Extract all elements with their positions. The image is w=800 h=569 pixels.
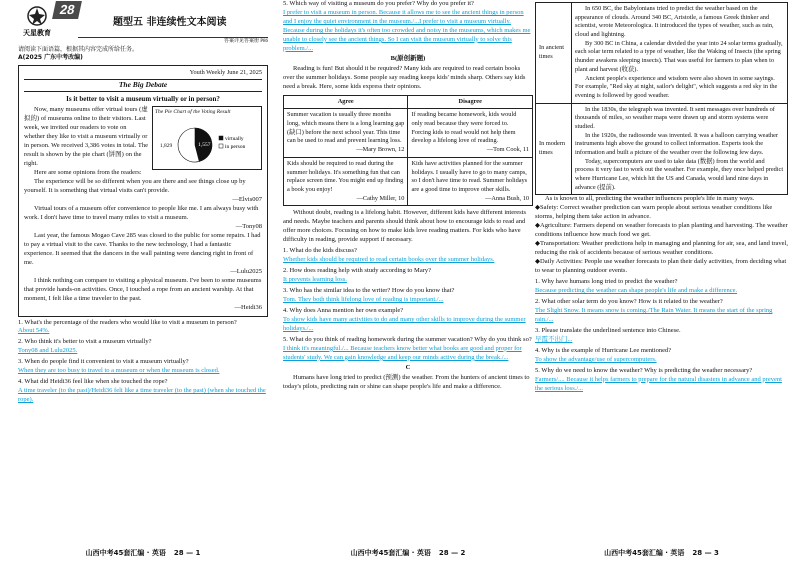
footer-page: 28 — 3 [692, 549, 719, 558]
section-b-intro: Reading is fun! But should it be required? Many kids are required to read certain books over the summer holidays. Some people say reading keeps kids' minds sharp. Others say kids need a break. Here, some kids express their opinions. [283, 64, 526, 90]
pie-value-label: 1,829 [159, 143, 173, 150]
opinion-signature: —Mary Brown, 12 [356, 146, 405, 154]
modern-p3: Today, supercomputers are used to take data (数据) from the world and process it very fast to work out the weather. For example, they once helped predict where Hurricane Lee, which hit the US and Canada, would land nine days in advance (提前). [575, 157, 784, 191]
pie-svg [153, 107, 261, 169]
footer-title: 山西中考45套汇编 · 英语 [604, 549, 685, 558]
answer-ref: 答案详见答案册 P86 [78, 37, 268, 46]
question-item [18, 319, 268, 337]
page-footer [283, 549, 533, 559]
modern-label: In modern times [536, 103, 572, 195]
brand-text: 天星教育 [23, 29, 51, 37]
question-text: 5. Why do we need to know the weather? Why is predicting the weather necessary? [535, 366, 753, 374]
legend-label: in person [225, 144, 246, 151]
question-item [535, 327, 788, 345]
question-item [283, 247, 533, 265]
question-text: 5. What do you think of reading homework during the summer vacation? Why do you think so? [283, 335, 532, 343]
footer-page: 28 — 1 [173, 549, 201, 558]
pie-value-label: 1,557 [198, 142, 211, 149]
modern-p2: In the 1920s, the radiosonde was invented. It was a balloon carrying weather instruments high above the ground to collect information. Experts took the information and built a picture of the weather over the following few days. [575, 131, 779, 156]
page-footer [535, 549, 788, 559]
footer-title: 山西中考45套汇编 · 英语 [350, 549, 431, 558]
section-c-title: C [405, 363, 411, 371]
intro-paragraph-2: Here are some opinions from the readers: [34, 169, 142, 176]
agree-disagree-table [283, 95, 533, 207]
answer-text: 早霞不出门... [535, 335, 573, 343]
answer-text: To show the advantage/use of supercomputers. [535, 355, 657, 363]
question-item [283, 307, 533, 334]
section-b-title: B(原创新题) [390, 54, 426, 62]
ancient-p2: By 300 BC in China, a calendar divided the year into 24 solar terms gradually, each solar term related to a type of weather, like the Waking of Insects (the spring thunder awakens sleeping insects). That was useful for farmers to plan when to plant and harvest (收获). [575, 39, 783, 73]
answer-text: A time traveler (to the past)/Heidi36 felt like a time traveler (to the past) (when she touched the rope). [18, 387, 266, 404]
pie-title: The Pie Chart of the Voting Result [155, 109, 231, 116]
brand-logo [18, 4, 56, 38]
column-3 [535, 0, 788, 569]
question-text: 1. Why have humans long tried to predict the weather? [535, 278, 678, 286]
opinion-signature: —Cathy Miller, 10 [356, 194, 405, 202]
ancient-p1: In 650 BC, the Babylonians tried to predict the weather based on the appearance of clouds. Around 340 BC, Aristotle, a famous Greek thinker and scientist, wrote Meteorologica. It introduced the types of weather, such as rain, cloud and lightning. [575, 5, 774, 39]
question-text: 5. Which way of visiting a museum do you prefer? Why do you prefer it? [283, 0, 474, 7]
opinion-text: Kids should be required to read during the summer holidays. It's something fun that can replace screen time. You might end up finding a book you enjoy! [287, 159, 404, 193]
question-text: 3. When do people find it convenient to visit a museum virtually? [18, 358, 189, 366]
legend-label: virtually [225, 136, 244, 143]
opinion-signature: —Tom Cook, 11 [486, 146, 529, 154]
pie-chart [152, 106, 262, 170]
question-item [535, 298, 788, 325]
question-item [535, 278, 788, 296]
bullet-transportation: ◆Transportation: Weather predictions help in managing and planning for air, sea, and land travel, reducing the risk of accidents because of serious weather conditions. [535, 240, 788, 257]
agree-header: Agree [284, 95, 408, 109]
opinion-text: Kids have activities planned for the summer holidays. I usually have to go to many camps, so I don't have time to read. Summer holidays are a good time to improve other skills. [411, 159, 528, 193]
questions-a [18, 319, 268, 406]
answer-text: Tony08 and Lulu2025. [18, 347, 78, 355]
answer-text: Whether kids should be required to read certain books over the summer holidays. [283, 256, 495, 264]
answer-text: I prefer to visit a museum in person. Because it allows me to see the ancient things in person and I enjoy the quiet environment in the museum./...I prefer to visit a museum virtually. Because during the holidays it's often too crowded and noisy in the museums, which makes me unable to closely see the ancient things. So I can visit the museum virtually to solve this problem./... [283, 8, 531, 52]
article-question: Is it better to visit a museum virtually or in person? [66, 94, 220, 103]
question-text: 3. Who has the similar idea to the writer? How do you know that? [283, 287, 455, 294]
answer-text: It prevents learning loss. [283, 276, 347, 284]
question-text: 1. What do the kids discuss? [283, 247, 357, 255]
column-1 [18, 0, 268, 569]
question-item [18, 338, 268, 356]
weather-history-table [535, 2, 788, 195]
intro-paragraph: Now, many museums offer virtual tours (虚拟的) of museums online to their visitors. Last week, we invited our readers to vote on whether they like to visit a museum virtually or in person. We received 3,386 votes in total. The result is shown by the pie chart (饼图) on the right. [24, 106, 148, 168]
opinion-1-signature: —Elvis007 [232, 195, 262, 203]
question-item [535, 347, 788, 365]
opinion-2-signature: —Tony08 [235, 222, 262, 230]
question-item [18, 358, 268, 376]
modern-content [572, 103, 788, 195]
instruction: 请阅读下面语篇，根据其内容完成所给任务。 [18, 46, 139, 53]
question-text: 2. How does reading help with study according to Mary? [283, 267, 432, 275]
question-text: 4. Why does Anna mention her own example? [283, 306, 404, 314]
question-text: 3. Please translate the underlined sentence into Chinese. [535, 327, 681, 334]
answer-text: Because predicting the weather can shape people's life and make a difference. [535, 287, 738, 295]
opinion-2: Virtual tours of a museum offer convenience to people like me. I am always busy with work. I don't have time to travel many miles to visit a museum. [24, 204, 259, 221]
unit-title: 题型五 非连续性文本阅读 [113, 17, 227, 28]
page-footer [18, 549, 268, 559]
set-badge: 28 [52, 1, 82, 19]
opinion-text: Summer vacation is usually three months long, which means there is a long learning gap (缺口) before the next school year. This time can be used to read and prevent learning loss. [287, 111, 405, 145]
opinion-4-signature: —Heidi36 [234, 303, 262, 311]
bullet-daily: ◆Daily Activities: People use weather forecasts to plan their daily activities, from deciding what to wear to planning outdoor events. [535, 258, 787, 275]
section-c-intro: Humans have long tried to predict (预测) the weather. From the hunters of ancient times to today's pilots, predicting rain or shine can shape people's life and make a difference. [283, 373, 530, 390]
legend-swatch [219, 144, 223, 148]
section-a-title: A(2025 广东中考改编) [18, 54, 83, 62]
influence-intro: As is known to all, predicting the weather influences people's life in many ways. [545, 195, 755, 203]
ancient-label: In ancient times [536, 3, 572, 104]
disagree-cell [408, 109, 533, 157]
bullet-agriculture: ◆Agriculture: Farmers depend on weather forecasts to plan planting and harvesting. The weather conditions influence how much food we get. [535, 222, 788, 239]
opinion-3-signature: —Lulu2025 [230, 267, 262, 275]
answer-text: Tom. They both think lifelong love of reading is important./... [283, 295, 444, 303]
question-text: 2. What other solar term do you know? How is it related to the weather? [535, 298, 723, 306]
disagree-cell [408, 157, 533, 205]
footer-page: 28 — 2 [438, 549, 466, 558]
ancient-p3: Ancient people's experience and wisdom were also shown in some sayings. For example, "Red sky at night, sailor's delight", which suggests a red sky in the evening is followed by good weather. [575, 74, 778, 99]
legend-swatch [219, 136, 223, 140]
opinion-text: If reading became homework, kids would only read because they were forced to. Forcing kids to read would not help them develop a lifelong love of reading. [411, 111, 517, 145]
bullet-safety: ◆Safety: Correct weather prediction can warn people about serious weather conditions like storms, helping them take action in advance. [535, 204, 773, 221]
modern-p1: In the 1830s, the telegraph was invented. It sent messages over hundreds of thousands of miles, so weather maps were drawn up and storm systems were studied. [575, 105, 775, 130]
article-meta: Youth Weekly June 21, 2025 [189, 68, 262, 76]
question-text: 2. Who think it's better to visit a museum virtually? [18, 338, 152, 346]
section-b-conclusion: Without doubt, reading is a lifelong habit. However, different kids have different interests and needs. Maybe teachers and parents should think about how to encourage kids to read and offer more choices. Focusing on how to make kids love reading matters. For kids who have difficulty in reading, provide support if necessary. [283, 209, 526, 244]
agree-cell [284, 109, 408, 157]
agree-cell [284, 157, 408, 205]
opinion-signature: —Anna Bush, 10 [485, 194, 529, 202]
question-text: 1. What's the percentage of the readers who would like to visit a museum in person? [18, 318, 237, 326]
opinion-4: I think nothing can compare to visiting a physical museum. I've been to some museums that provide hands-on activities. Once, I touched a rope from an ancient warship. At that moment, I felt like a time traveler to the past. [24, 276, 262, 302]
question-item [535, 367, 788, 394]
footer-title: 山西中考45套汇编 · 英语 [85, 549, 166, 558]
question-item [283, 336, 533, 363]
page-header [18, 0, 268, 44]
answer-text: To show kids have many activities to do and many other skills to improve during the summer holidays./... [283, 315, 526, 332]
question-text: 4. Why is the example of Hurricane Lee mentioned? [535, 346, 672, 354]
answer-text: About 54%. [18, 327, 50, 335]
answer-text: Farmers/.... Because it helps farmers to prepare for the natural disasters in advance and prevent the serious loss./... [535, 375, 782, 392]
article-banner: The Big Debate [24, 79, 262, 91]
article-box [18, 65, 268, 317]
question-item [283, 267, 533, 285]
opinion-1: The experience will be so different when you are there and see things close up by yourself. It is something that virtual visits can't provide. [24, 177, 246, 194]
ancient-content [572, 3, 788, 104]
question-item [283, 287, 533, 305]
answer-text: I think it's meaningful./... Because teachers know better what books are good and proper for students' study. We can gain knowledge and keep our minds active during the break./... [283, 344, 522, 361]
opinion-3: Last year, the famous Mogao Cave 285 was closed to the public for some repairs. I had to pay a virtual visit to the cave. Thanks to the new technology, I had a fantastic experience. It seemed that the dancers in the wall painting were dancing right in front of me. [24, 231, 261, 266]
answer-text: The Slight Snow. It means snow is coming./The Rain Water. It means the start of the spring rain./... [535, 307, 773, 324]
answer-text: When they are too busy to travel to a museum or when the museum is closed. [18, 367, 220, 375]
question-item [18, 378, 268, 405]
question-text: 4. What did Heidi36 feel like when she touched the rope? [18, 378, 168, 386]
disagree-header: Disagree [408, 95, 533, 109]
column-2 [283, 0, 533, 569]
